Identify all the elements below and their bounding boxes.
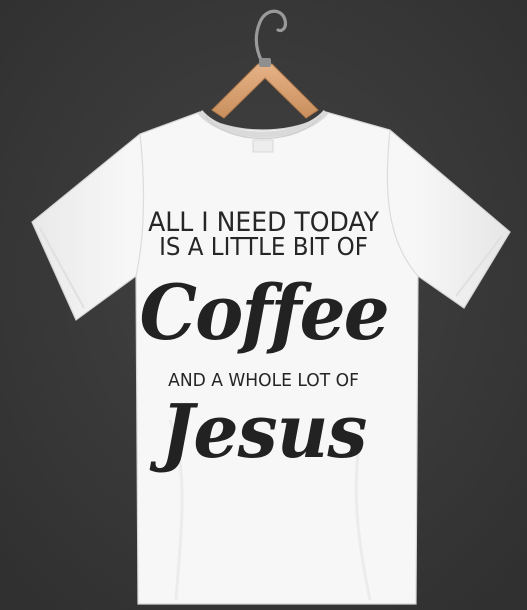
print-word-coffee: Coffee <box>139 268 388 357</box>
print-line-all-i-need-today: ALL I NEED TODAY <box>148 207 380 238</box>
print-line-and-a-whole-lot-of: AND A WHOLE LOT OF <box>168 370 359 391</box>
hanger-clip <box>259 58 271 67</box>
neck-label <box>253 140 273 152</box>
print-line-is-a-little-bit-of: IS A LITTLE BIT OF <box>159 232 369 261</box>
print-word-jesus: Jesus <box>160 389 367 475</box>
